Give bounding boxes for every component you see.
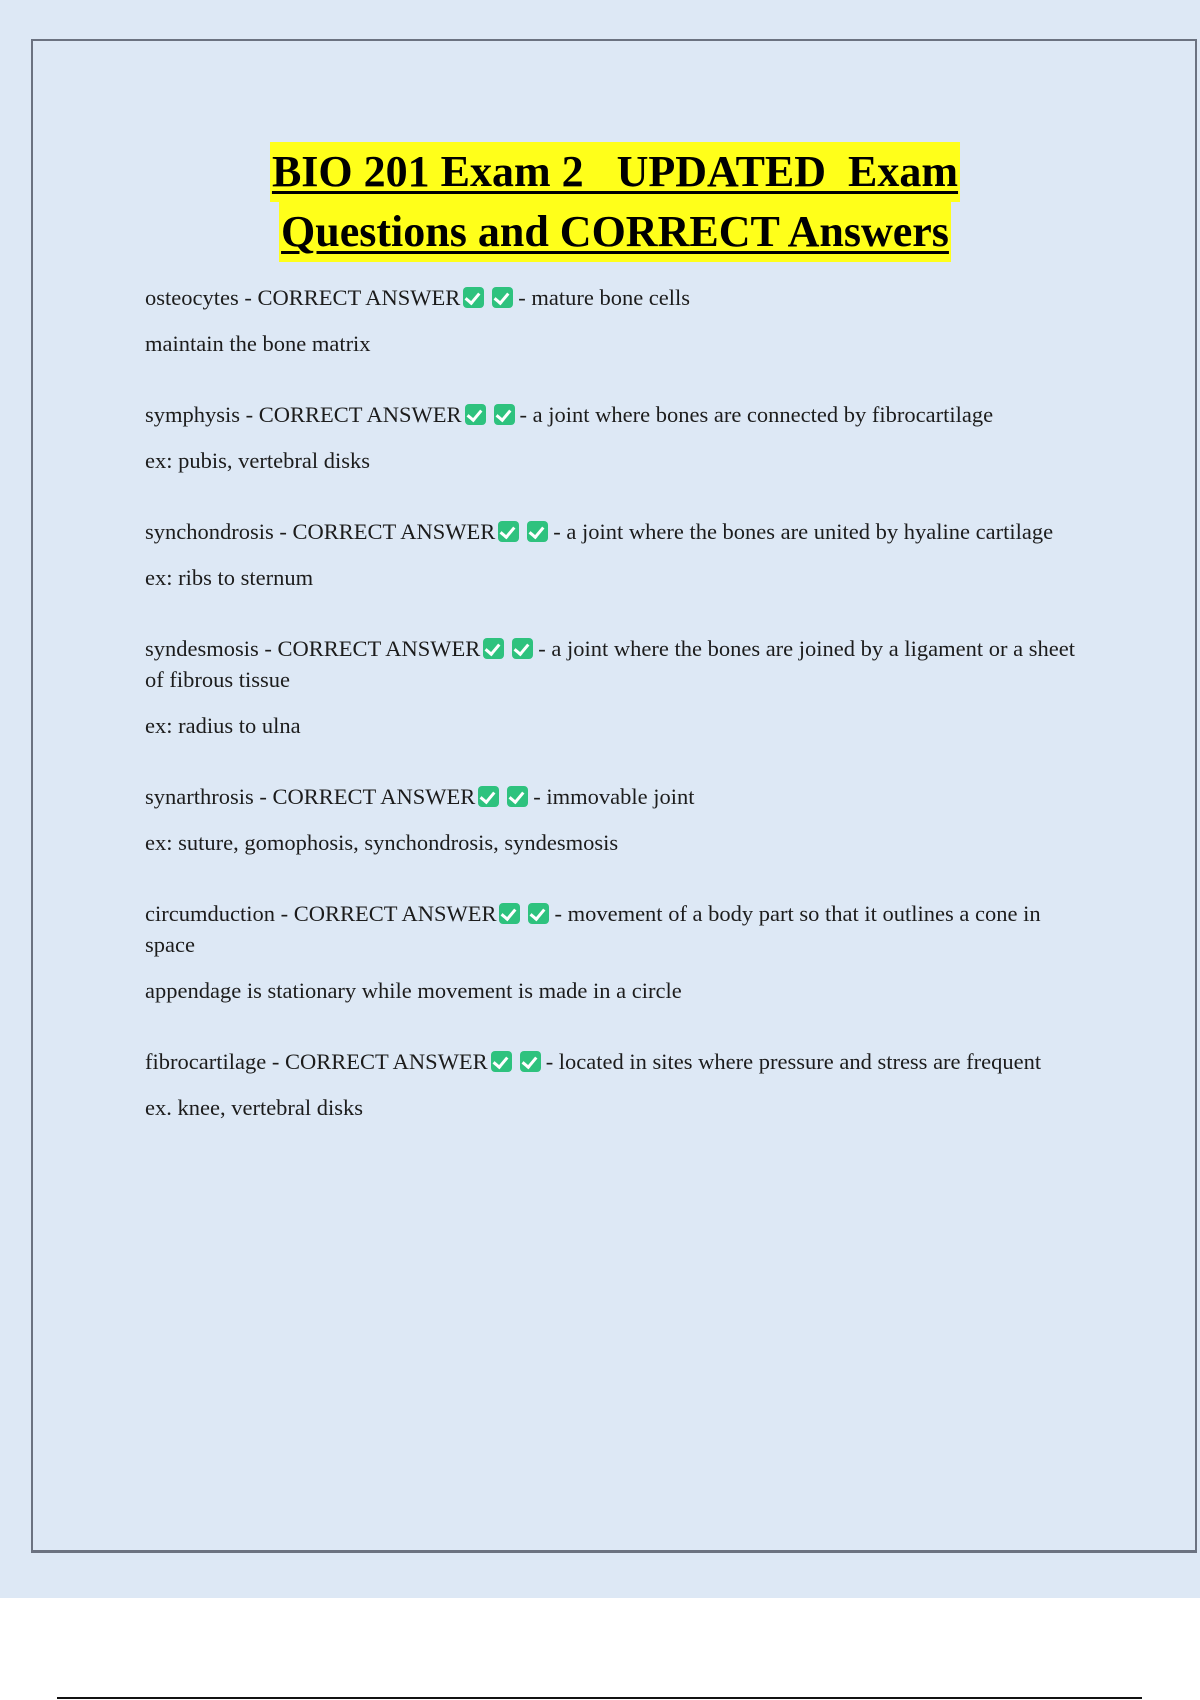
qa-entry — [145, 399, 1090, 476]
note-line: ex: ribs to sternum — [145, 565, 314, 590]
check-mark-icon — [465, 404, 486, 425]
check-mark-icon — [463, 287, 484, 308]
answer-marker: CORRECT ANSWER — [277, 636, 481, 661]
note-line: ex: radius to ulna — [145, 713, 301, 738]
check-mark-icon — [478, 786, 499, 807]
note-line: ex: suture, gomophosis, synchondrosis, syndesmosis — [145, 830, 619, 855]
question-line — [145, 282, 1090, 313]
definition: - located in sites where pressure and stress are frequent — [545, 1049, 1042, 1074]
question-line — [145, 1046, 1090, 1077]
definition: - a joint where the bones are united by hyaline cartilage — [553, 519, 1054, 544]
qa-entry — [145, 516, 1090, 593]
check-mark-icon — [520, 1051, 541, 1072]
question-line — [145, 399, 1090, 430]
check-mark-icon — [527, 521, 548, 542]
separator: - — [266, 1049, 285, 1074]
check-mark-icon — [528, 903, 549, 924]
separator: - — [240, 402, 259, 427]
question-line — [145, 516, 1090, 547]
qa-entry — [145, 898, 1090, 1006]
qa-entry — [145, 633, 1090, 741]
check-mark-icon — [507, 786, 528, 807]
check-mark-icon — [499, 903, 520, 924]
term: fibrocartilage — [145, 1049, 267, 1074]
question-line — [145, 633, 1090, 695]
qa-entry — [145, 1046, 1090, 1123]
separator: - — [238, 285, 258, 310]
term: synchondrosis — [145, 519, 274, 544]
qa-entry — [145, 781, 1090, 858]
definition: - immovable joint — [533, 784, 695, 809]
term: synarthrosis — [145, 784, 254, 809]
term: circumduction — [145, 901, 275, 926]
answer-marker: CORRECT ANSWER — [257, 285, 461, 310]
note-line: ex. knee, vertebral disks — [145, 1095, 364, 1120]
check-mark-icon — [491, 1051, 512, 1072]
answer-marker: CORRECT ANSWER — [284, 1049, 488, 1074]
definition: - a joint where the bones are joined by a ligament or a sheet of fibrous tissue — [145, 636, 1075, 692]
check-mark-icon — [512, 638, 533, 659]
note-line: appendage is stationary while movement is made in a circle — [145, 978, 682, 1003]
definition: - a joint where bones are connected by fibrocartilage — [519, 402, 994, 427]
answer-marker: CORRECT ANSWER — [258, 402, 462, 427]
title-line-2: Questions and CORRECT Answers — [279, 202, 951, 262]
note-line: maintain the bone matrix — [145, 331, 371, 356]
qa-entry — [145, 282, 1090, 359]
question-line — [145, 781, 1090, 812]
question-line — [145, 898, 1090, 960]
check-mark-icon — [494, 404, 515, 425]
bottom-divider — [57, 1697, 1142, 1699]
answer-marker: CORRECT ANSWER — [272, 784, 476, 809]
title-line-1: BIO 201 Exam 2 UPDATED Exam — [270, 142, 960, 202]
definition: - mature bone cells — [518, 285, 691, 310]
answer-marker: CORRECT ANSWER — [293, 901, 497, 926]
check-mark-icon — [492, 287, 513, 308]
check-mark-icon — [498, 521, 519, 542]
separator: - — [274, 901, 294, 926]
qa-list — [145, 282, 1090, 1163]
term: symphysis — [145, 402, 241, 427]
separator: - — [273, 519, 293, 544]
note-line: ex: pubis, vertebral disks — [145, 448, 370, 473]
check-mark-icon — [483, 638, 504, 659]
separator: - — [253, 784, 273, 809]
term: syndesmosis — [145, 636, 259, 661]
definition: - movement of a body part so that it outlines a cone in space — [145, 901, 1041, 957]
term: osteocytes — [145, 285, 239, 310]
separator: - — [258, 636, 278, 661]
document-title — [0, 142, 1200, 262]
answer-marker: CORRECT ANSWER — [292, 519, 496, 544]
